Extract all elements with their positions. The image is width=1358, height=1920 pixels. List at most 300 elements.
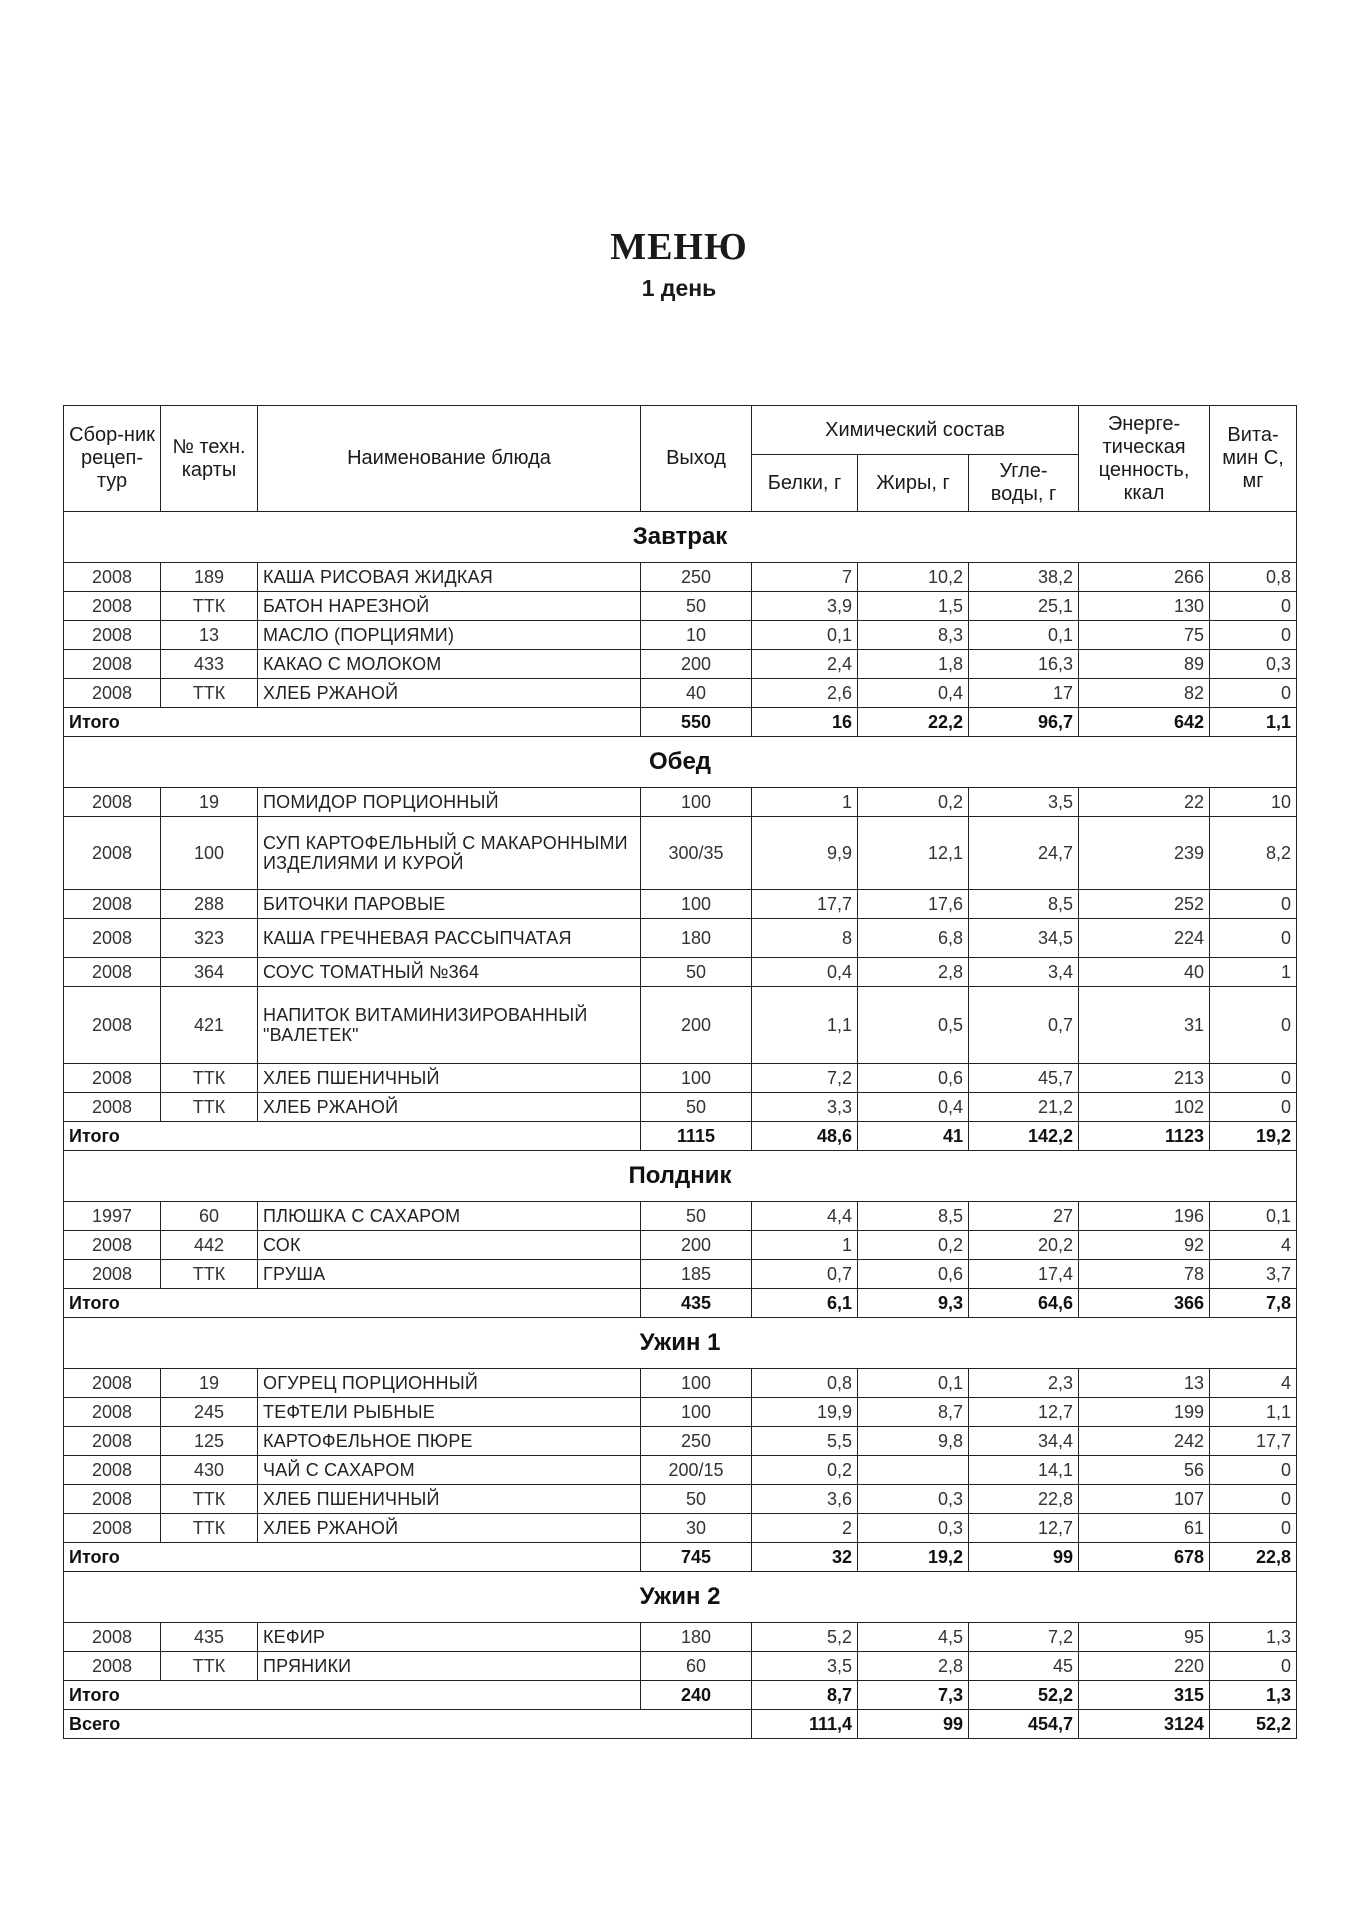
total-label: Итого <box>64 1122 641 1151</box>
total-fat: 22,2 <box>858 708 969 737</box>
cell-yield: 180 <box>641 919 752 958</box>
cell-energy: 220 <box>1079 1652 1210 1681</box>
cell-vitc: 0 <box>1210 1485 1297 1514</box>
cell-vitc: 1,3 <box>1210 1623 1297 1652</box>
cell-protein: 5,2 <box>752 1623 858 1652</box>
cell-card: ТТК <box>161 679 258 708</box>
cell-energy: 13 <box>1079 1369 1210 1398</box>
cell-vitc: 0 <box>1210 1093 1297 1122</box>
cell-dish: КАКАО С МОЛОКОМ <box>258 650 641 679</box>
total-vitc: 1,1 <box>1210 708 1297 737</box>
total-energy: 315 <box>1079 1681 1210 1710</box>
cell-carb: 8,5 <box>969 890 1079 919</box>
cell-collection: 2008 <box>64 1231 161 1260</box>
cell-vitc: 3,7 <box>1210 1260 1297 1289</box>
cell-card: ТТК <box>161 1652 258 1681</box>
cell-collection: 2008 <box>64 890 161 919</box>
cell-collection: 2008 <box>64 1064 161 1093</box>
cell-carb: 45,7 <box>969 1064 1079 1093</box>
cell-dish: ХЛЕБ ПШЕНИЧНЫЙ <box>258 1485 641 1514</box>
total-protein: 32 <box>752 1543 858 1572</box>
cell-vitc: 0,1 <box>1210 1202 1297 1231</box>
total-protein: 6,1 <box>752 1289 858 1318</box>
table-row <box>64 1093 1297 1122</box>
cell-protein: 17,7 <box>752 890 858 919</box>
cell-yield: 100 <box>641 1369 752 1398</box>
cell-collection: 2008 <box>64 1652 161 1681</box>
cell-yield: 50 <box>641 592 752 621</box>
table-row <box>64 1064 1297 1093</box>
header-collection: Сбор-ник рецеп-тур <box>64 406 161 512</box>
cell-fat: 2,8 <box>858 1652 969 1681</box>
cell-carb: 12,7 <box>969 1398 1079 1427</box>
table-row <box>64 563 1297 592</box>
cell-yield: 100 <box>641 1398 752 1427</box>
cell-dish: ОГУРЕЦ ПОРЦИОННЫЙ <box>258 1369 641 1398</box>
section-title: Полдник <box>64 1151 1297 1202</box>
cell-energy: 239 <box>1079 817 1210 890</box>
section-header-row <box>64 512 1297 563</box>
table-row <box>64 621 1297 650</box>
cell-dish: КАРТОФЕЛЬНОЕ ПЮРЕ <box>258 1427 641 1456</box>
header-yield: Выход <box>641 406 752 512</box>
cell-energy: 102 <box>1079 1093 1210 1122</box>
total-yield: 1115 <box>641 1122 752 1151</box>
cell-card: 442 <box>161 1231 258 1260</box>
cell-card: 435 <box>161 1623 258 1652</box>
table-row <box>64 1485 1297 1514</box>
header-carb: Угле-воды, г <box>969 455 1079 512</box>
grand-total-vitc: 52,2 <box>1210 1710 1297 1739</box>
cell-fat: 17,6 <box>858 890 969 919</box>
page-title: МЕНЮ <box>610 226 748 268</box>
cell-carb: 45 <box>969 1652 1079 1681</box>
cell-carb: 34,5 <box>969 919 1079 958</box>
cell-carb: 27 <box>969 1202 1079 1231</box>
cell-energy: 82 <box>1079 679 1210 708</box>
cell-protein: 2 <box>752 1514 858 1543</box>
cell-protein: 2,4 <box>752 650 858 679</box>
total-yield: 240 <box>641 1681 752 1710</box>
cell-dish: ПЛЮШКА С САХАРОМ <box>258 1202 641 1231</box>
cell-vitc: 0 <box>1210 592 1297 621</box>
table-row <box>64 1369 1297 1398</box>
cell-fat: 0,2 <box>858 1231 969 1260</box>
cell-fat: 0,1 <box>858 1369 969 1398</box>
table-row <box>64 1652 1297 1681</box>
total-protein: 48,6 <box>752 1122 858 1151</box>
cell-dish: БАТОН НАРЕЗНОЙ <box>258 592 641 621</box>
section-title: Ужин 1 <box>64 1318 1297 1369</box>
cell-yield: 50 <box>641 958 752 987</box>
cell-yield: 50 <box>641 1485 752 1514</box>
cell-protein: 7,2 <box>752 1064 858 1093</box>
cell-energy: 242 <box>1079 1427 1210 1456</box>
cell-dish: ХЛЕБ РЖАНОЙ <box>258 1514 641 1543</box>
total-fat: 19,2 <box>858 1543 969 1572</box>
cell-carb: 20,2 <box>969 1231 1079 1260</box>
cell-card: 430 <box>161 1456 258 1485</box>
cell-protein: 4,4 <box>752 1202 858 1231</box>
cell-carb: 17 <box>969 679 1079 708</box>
cell-vitc: 1,1 <box>1210 1398 1297 1427</box>
cell-fat: 12,1 <box>858 817 969 890</box>
cell-energy: 61 <box>1079 1514 1210 1543</box>
table-row <box>64 1260 1297 1289</box>
cell-vitc: 0 <box>1210 890 1297 919</box>
total-vitc: 19,2 <box>1210 1122 1297 1151</box>
cell-carb: 25,1 <box>969 592 1079 621</box>
table-row <box>64 592 1297 621</box>
cell-carb: 17,4 <box>969 1260 1079 1289</box>
cell-energy: 31 <box>1079 987 1210 1064</box>
cell-dish: КЕФИР <box>258 1623 641 1652</box>
cell-fat: 9,8 <box>858 1427 969 1456</box>
cell-carb: 22,8 <box>969 1485 1079 1514</box>
header-fat: Жиры, г <box>858 455 969 512</box>
cell-collection: 2008 <box>64 679 161 708</box>
total-carb: 64,6 <box>969 1289 1079 1318</box>
total-row <box>64 1289 1297 1318</box>
cell-card: ТТК <box>161 1485 258 1514</box>
cell-vitc: 0,8 <box>1210 563 1297 592</box>
table-row <box>64 1514 1297 1543</box>
cell-dish: ЧАЙ С САХАРОМ <box>258 1456 641 1485</box>
total-carb: 99 <box>969 1543 1079 1572</box>
cell-energy: 22 <box>1079 788 1210 817</box>
cell-fat: 8,7 <box>858 1398 969 1427</box>
total-row <box>64 1543 1297 1572</box>
cell-collection: 2008 <box>64 987 161 1064</box>
cell-card: 100 <box>161 817 258 890</box>
cell-yield: 300/35 <box>641 817 752 890</box>
cell-carb: 3,5 <box>969 788 1079 817</box>
section-title: Ужин 2 <box>64 1572 1297 1623</box>
total-energy: 642 <box>1079 708 1210 737</box>
cell-collection: 2008 <box>64 1398 161 1427</box>
total-fat: 41 <box>858 1122 969 1151</box>
cell-card: ТТК <box>161 1514 258 1543</box>
table-row <box>64 987 1297 1064</box>
header-chem: Химический состав <box>752 406 1079 455</box>
table-body <box>64 512 1297 1739</box>
cell-vitc: 0 <box>1210 1064 1297 1093</box>
cell-vitc: 4 <box>1210 1231 1297 1260</box>
cell-vitc: 0 <box>1210 1456 1297 1485</box>
total-vitc: 22,8 <box>1210 1543 1297 1572</box>
header-card: № техн. карты <box>161 406 258 512</box>
section-header-row <box>64 737 1297 788</box>
cell-carb: 12,7 <box>969 1514 1079 1543</box>
cell-energy: 224 <box>1079 919 1210 958</box>
grand-total-protein: 111,4 <box>752 1710 858 1739</box>
table-row <box>64 1398 1297 1427</box>
cell-energy: 213 <box>1079 1064 1210 1093</box>
cell-yield: 250 <box>641 563 752 592</box>
cell-protein: 5,5 <box>752 1427 858 1456</box>
cell-protein: 0,8 <box>752 1369 858 1398</box>
cell-yield: 200/15 <box>641 1456 752 1485</box>
cell-collection: 2008 <box>64 919 161 958</box>
cell-vitc: 1 <box>1210 958 1297 987</box>
cell-protein: 1 <box>752 1231 858 1260</box>
cell-protein: 3,3 <box>752 1093 858 1122</box>
table-row <box>64 1231 1297 1260</box>
total-energy: 1123 <box>1079 1122 1210 1151</box>
cell-energy: 107 <box>1079 1485 1210 1514</box>
grand-total-carb: 454,7 <box>969 1710 1079 1739</box>
cell-protein: 7 <box>752 563 858 592</box>
total-energy: 678 <box>1079 1543 1210 1572</box>
cell-yield: 200 <box>641 1231 752 1260</box>
total-yield: 550 <box>641 708 752 737</box>
cell-yield: 40 <box>641 679 752 708</box>
cell-carb: 16,3 <box>969 650 1079 679</box>
cell-energy: 89 <box>1079 650 1210 679</box>
cell-yield: 185 <box>641 1260 752 1289</box>
total-label: Итого <box>64 1681 641 1710</box>
total-row <box>64 1681 1297 1710</box>
cell-card: 421 <box>161 987 258 1064</box>
cell-protein: 0,4 <box>752 958 858 987</box>
cell-carb: 0,1 <box>969 621 1079 650</box>
cell-fat: 4,5 <box>858 1623 969 1652</box>
cell-card: ТТК <box>161 1064 258 1093</box>
section-header-row <box>64 1318 1297 1369</box>
total-fat: 7,3 <box>858 1681 969 1710</box>
cell-fat: 0,4 <box>858 1093 969 1122</box>
total-label: Итого <box>64 708 641 737</box>
cell-dish: НАПИТОК ВИТАМИНИЗИРОВАННЫЙ "ВАЛЕТЕК" <box>258 987 641 1064</box>
total-carb: 52,2 <box>969 1681 1079 1710</box>
cell-yield: 100 <box>641 788 752 817</box>
section-title: Завтрак <box>64 512 1297 563</box>
cell-card: 433 <box>161 650 258 679</box>
header-protein: Белки, г <box>752 455 858 512</box>
cell-dish: СУП КАРТОФЕЛЬНЫЙ С МАКАРОННЫМИ ИЗДЕЛИЯМИ И КУРОЙ <box>258 817 641 890</box>
total-row <box>64 708 1297 737</box>
cell-collection: 2008 <box>64 650 161 679</box>
cell-yield: 200 <box>641 650 752 679</box>
cell-energy: 252 <box>1079 890 1210 919</box>
cell-dish: ПОМИДОР ПОРЦИОННЫЙ <box>258 788 641 817</box>
cell-protein: 0,7 <box>752 1260 858 1289</box>
page-subtitle: 1 день <box>641 275 717 301</box>
cell-fat: 0,3 <box>858 1485 969 1514</box>
cell-collection: 2008 <box>64 1260 161 1289</box>
total-vitc: 7,8 <box>1210 1289 1297 1318</box>
table-row <box>64 1202 1297 1231</box>
cell-card: 189 <box>161 563 258 592</box>
cell-card: ТТК <box>161 1260 258 1289</box>
cell-yield: 10 <box>641 621 752 650</box>
cell-carb: 14,1 <box>969 1456 1079 1485</box>
cell-yield: 200 <box>641 987 752 1064</box>
cell-yield: 180 <box>641 1623 752 1652</box>
cell-collection: 2008 <box>64 788 161 817</box>
section-title: Обед <box>64 737 1297 788</box>
total-energy: 366 <box>1079 1289 1210 1318</box>
cell-fat: 0,6 <box>858 1064 969 1093</box>
table-row <box>64 890 1297 919</box>
cell-dish: ХЛЕБ РЖАНОЙ <box>258 679 641 708</box>
cell-fat: 1,5 <box>858 592 969 621</box>
table-row <box>64 1427 1297 1456</box>
table-row <box>64 958 1297 987</box>
cell-collection: 2008 <box>64 592 161 621</box>
cell-protein: 8 <box>752 919 858 958</box>
cell-collection: 2008 <box>64 958 161 987</box>
cell-dish: КАША ГРЕЧНЕВАЯ РАССЫПЧАТАЯ <box>258 919 641 958</box>
cell-protein: 0,1 <box>752 621 858 650</box>
header-dish: Наименование блюда <box>258 406 641 512</box>
table-row <box>64 650 1297 679</box>
cell-energy: 196 <box>1079 1202 1210 1231</box>
cell-dish: ПРЯНИКИ <box>258 1652 641 1681</box>
cell-collection: 1997 <box>64 1202 161 1231</box>
cell-dish: КАША РИСОВАЯ ЖИДКАЯ <box>258 563 641 592</box>
cell-dish: СОК <box>258 1231 641 1260</box>
cell-collection: 2008 <box>64 1093 161 1122</box>
cell-energy: 78 <box>1079 1260 1210 1289</box>
cell-yield: 50 <box>641 1202 752 1231</box>
cell-fat: 0,3 <box>858 1514 969 1543</box>
menu-table <box>63 405 1297 1739</box>
cell-protein: 19,9 <box>752 1398 858 1427</box>
cell-carb: 34,4 <box>969 1427 1079 1456</box>
total-label: Итого <box>64 1289 641 1318</box>
header-vitc: Вита-мин С, мг <box>1210 406 1297 512</box>
cell-protein: 0,2 <box>752 1456 858 1485</box>
table-row <box>64 1623 1297 1652</box>
cell-card: ТТК <box>161 592 258 621</box>
cell-energy: 95 <box>1079 1623 1210 1652</box>
cell-protein: 3,9 <box>752 592 858 621</box>
cell-collection: 2008 <box>64 817 161 890</box>
cell-protein: 3,6 <box>752 1485 858 1514</box>
cell-collection: 2008 <box>64 621 161 650</box>
cell-vitc: 0 <box>1210 1652 1297 1681</box>
cell-dish: ТЕФТЕЛИ РЫБНЫЕ <box>258 1398 641 1427</box>
cell-carb: 3,4 <box>969 958 1079 987</box>
total-vitc: 1,3 <box>1210 1681 1297 1710</box>
total-label: Итого <box>64 1543 641 1572</box>
cell-card: 364 <box>161 958 258 987</box>
cell-fat: 8,3 <box>858 621 969 650</box>
cell-yield: 100 <box>641 1064 752 1093</box>
total-carb: 96,7 <box>969 708 1079 737</box>
table-row <box>64 788 1297 817</box>
cell-vitc: 0,3 <box>1210 650 1297 679</box>
cell-fat: 1,8 <box>858 650 969 679</box>
cell-carb: 2,3 <box>969 1369 1079 1398</box>
cell-yield: 30 <box>641 1514 752 1543</box>
cell-energy: 130 <box>1079 592 1210 621</box>
cell-vitc: 0 <box>1210 1514 1297 1543</box>
cell-dish: ГРУША <box>258 1260 641 1289</box>
cell-fat: 0,4 <box>858 679 969 708</box>
cell-fat: 8,5 <box>858 1202 969 1231</box>
total-protein: 8,7 <box>752 1681 858 1710</box>
cell-collection: 2008 <box>64 1427 161 1456</box>
cell-protein: 1 <box>752 788 858 817</box>
cell-carb: 7,2 <box>969 1623 1079 1652</box>
cell-protein: 1,1 <box>752 987 858 1064</box>
cell-card: 245 <box>161 1398 258 1427</box>
cell-vitc: 4 <box>1210 1369 1297 1398</box>
cell-collection: 2008 <box>64 1485 161 1514</box>
cell-collection: 2008 <box>64 1369 161 1398</box>
cell-energy: 75 <box>1079 621 1210 650</box>
cell-collection: 2008 <box>64 563 161 592</box>
cell-card: 19 <box>161 1369 258 1398</box>
total-protein: 16 <box>752 708 858 737</box>
cell-carb: 21,2 <box>969 1093 1079 1122</box>
cell-card: 60 <box>161 1202 258 1231</box>
cell-carb: 24,7 <box>969 817 1079 890</box>
section-header-row <box>64 1572 1297 1623</box>
total-yield: 435 <box>641 1289 752 1318</box>
table-row <box>64 919 1297 958</box>
table-header <box>64 406 1297 512</box>
cell-fat: 0,6 <box>858 1260 969 1289</box>
cell-yield: 250 <box>641 1427 752 1456</box>
grand-total-label: Всего <box>64 1710 752 1739</box>
cell-fat: 6,8 <box>858 919 969 958</box>
cell-dish: ХЛЕБ РЖАНОЙ <box>258 1093 641 1122</box>
cell-card: 323 <box>161 919 258 958</box>
header-energy: Энерге-тическая ценность, ккал <box>1079 406 1210 512</box>
cell-fat: 2,8 <box>858 958 969 987</box>
cell-dish: БИТОЧКИ ПАРОВЫЕ <box>258 890 641 919</box>
cell-protein: 3,5 <box>752 1652 858 1681</box>
table-row <box>64 679 1297 708</box>
cell-yield: 50 <box>641 1093 752 1122</box>
cell-energy: 266 <box>1079 563 1210 592</box>
cell-collection: 2008 <box>64 1456 161 1485</box>
cell-dish: ХЛЕБ ПШЕНИЧНЫЙ <box>258 1064 641 1093</box>
cell-card: 288 <box>161 890 258 919</box>
cell-fat: 0,2 <box>858 788 969 817</box>
cell-energy: 199 <box>1079 1398 1210 1427</box>
total-carb: 142,2 <box>969 1122 1079 1151</box>
cell-energy: 40 <box>1079 958 1210 987</box>
cell-protein: 9,9 <box>752 817 858 890</box>
cell-fat: 10,2 <box>858 563 969 592</box>
cell-carb: 38,2 <box>969 563 1079 592</box>
cell-card: 125 <box>161 1427 258 1456</box>
cell-energy: 92 <box>1079 1231 1210 1260</box>
cell-vitc: 0 <box>1210 987 1297 1064</box>
cell-vitc: 17,7 <box>1210 1427 1297 1456</box>
cell-vitc: 0 <box>1210 679 1297 708</box>
cell-collection: 2008 <box>64 1514 161 1543</box>
cell-carb: 0,7 <box>969 987 1079 1064</box>
cell-yield: 60 <box>641 1652 752 1681</box>
table-row <box>64 817 1297 890</box>
cell-protein: 2,6 <box>752 679 858 708</box>
grand-total-energy: 3124 <box>1079 1710 1210 1739</box>
cell-fat: 0,5 <box>858 987 969 1064</box>
cell-card: 19 <box>161 788 258 817</box>
grand-total-fat: 99 <box>858 1710 969 1739</box>
cell-yield: 100 <box>641 890 752 919</box>
total-row <box>64 1122 1297 1151</box>
cell-dish: МАСЛО (ПОРЦИЯМИ) <box>258 621 641 650</box>
cell-collection: 2008 <box>64 1623 161 1652</box>
cell-card: ТТК <box>161 1093 258 1122</box>
cell-fat <box>858 1456 969 1485</box>
